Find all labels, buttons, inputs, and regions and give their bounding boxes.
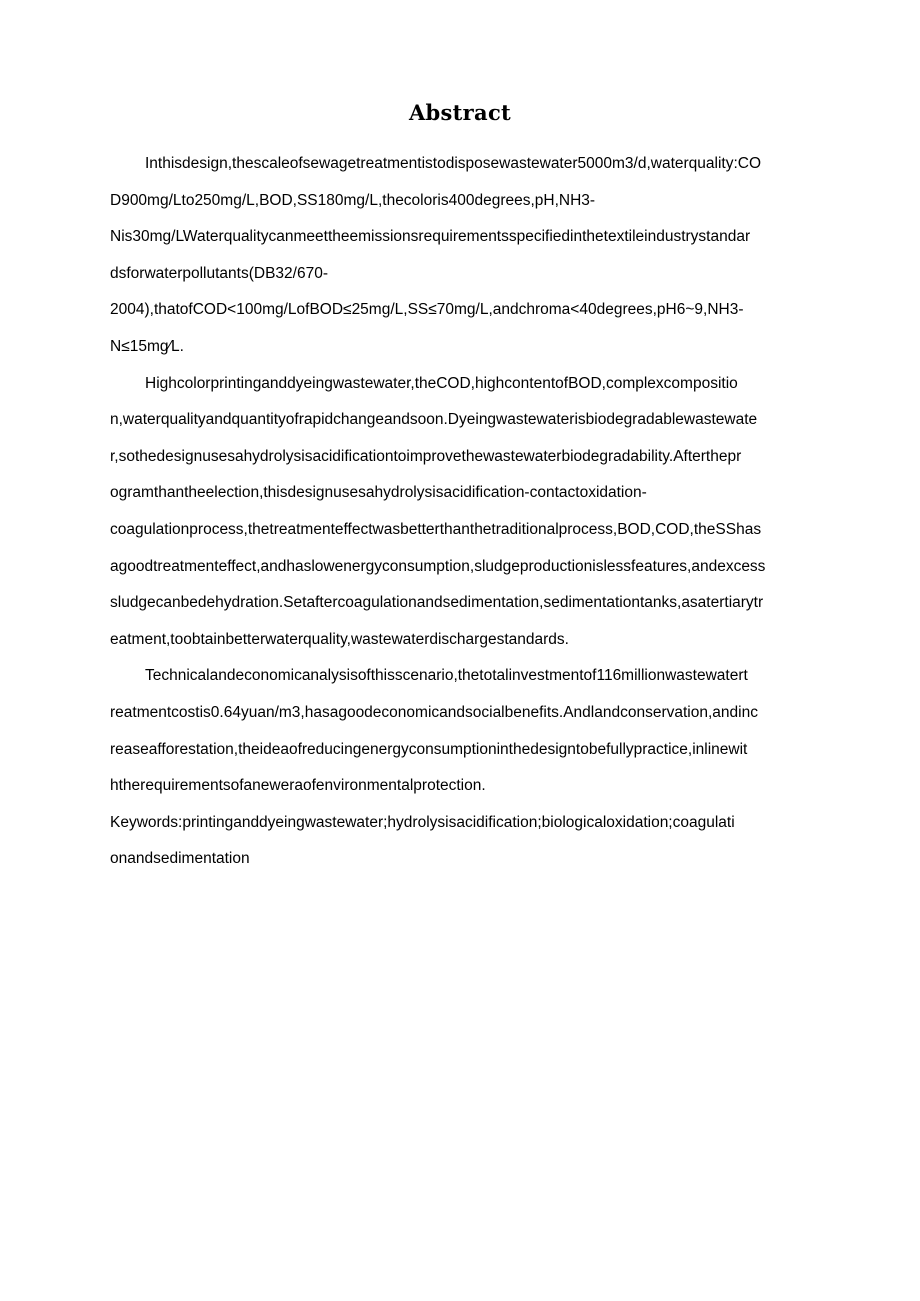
text-line: D900mg/Lto250mg/L,BOD,SS180mg/L,thecoloris400degrees,pH,NH3- [110,191,596,209]
keywords-paragraph [110,805,810,878]
keywords-line: onandsedimentation [110,850,250,868]
text-line: dsforwaterpollutants(DB32/670- [110,264,328,282]
paragraph-2 [110,366,810,659]
text-line: reatmentcostis0.64yuan/m3,hasagoodeconomicandsocialbenefits.Andlandconservation,andinc [110,703,758,721]
text-line: r,sothedesignusesahydrolysisacidificationtoimprovethewastewaterbiodegradability.Afterthepr [110,447,742,465]
text-line: N≤15mg⁄L. [110,337,184,355]
text-line: eatment,toobtainbetterwaterquality,wastewaterdischargestandards. [110,630,569,648]
text-line: coagulationprocess,thetreatmenteffectwasbetterthanthetraditionalprocess,BOD,COD,theSShas [110,520,762,538]
text-line: sludgecanbedehydration.Setaftercoagulationandsedimentation,sedimentationtanks,asatertiarytr [110,594,764,612]
text-line: Inthisdesign,thescaleofsewagetreatmentistodisposewastewater5000m3/d,waterquality:CO [145,155,762,172]
keywords-line: Keywords:printinganddyeingwastewater;hydrolysisacidification;biologicaloxidation;coagulati [110,813,735,831]
abstract-body [110,146,810,878]
text-line: reaseafforestation,theideaofreducingenergyconsumptioninthedesigntobefullypractice,inlinewit [110,740,748,758]
text-line: n,waterqualityandquantityofrapidchangeandsoon.Dyeingwastewaterisbiodegradablewastewate [110,411,758,429]
page-title: Abstract [408,100,512,125]
text-line: agoodtreatmenteffect,andhaslowenergyconsumption,sludgeproductionislessfeatures,andexcess [110,557,766,575]
text-line: Technicalandeconomicanalysisofthisscenario,thetotalinvestmentof116millionwastewatert [145,667,748,685]
paragraph-1 [110,146,810,366]
text-line: Nis30mg/LWaterqualitycanmeettheemissionsrequirementsspecifiedinthetextileindustrystandar [110,228,751,246]
text-line: ogramthantheelection,thisdesignusesahydrolysisacidification-contactoxidation- [110,484,647,502]
text-line: htherequirementsofaneweraofenvironmentalprotection. [110,777,486,795]
paragraph-3 [110,658,810,804]
text-line: 2004),thatofCOD<100mg/LofBOD≤25mg/L,SS≤70mg/L,andchroma<40degrees,pH6~9,NH3- [110,301,744,319]
text-line: Highcolorprintinganddyeingwastewater,theCOD,highcontentofBOD,complexcompositio [145,374,738,392]
